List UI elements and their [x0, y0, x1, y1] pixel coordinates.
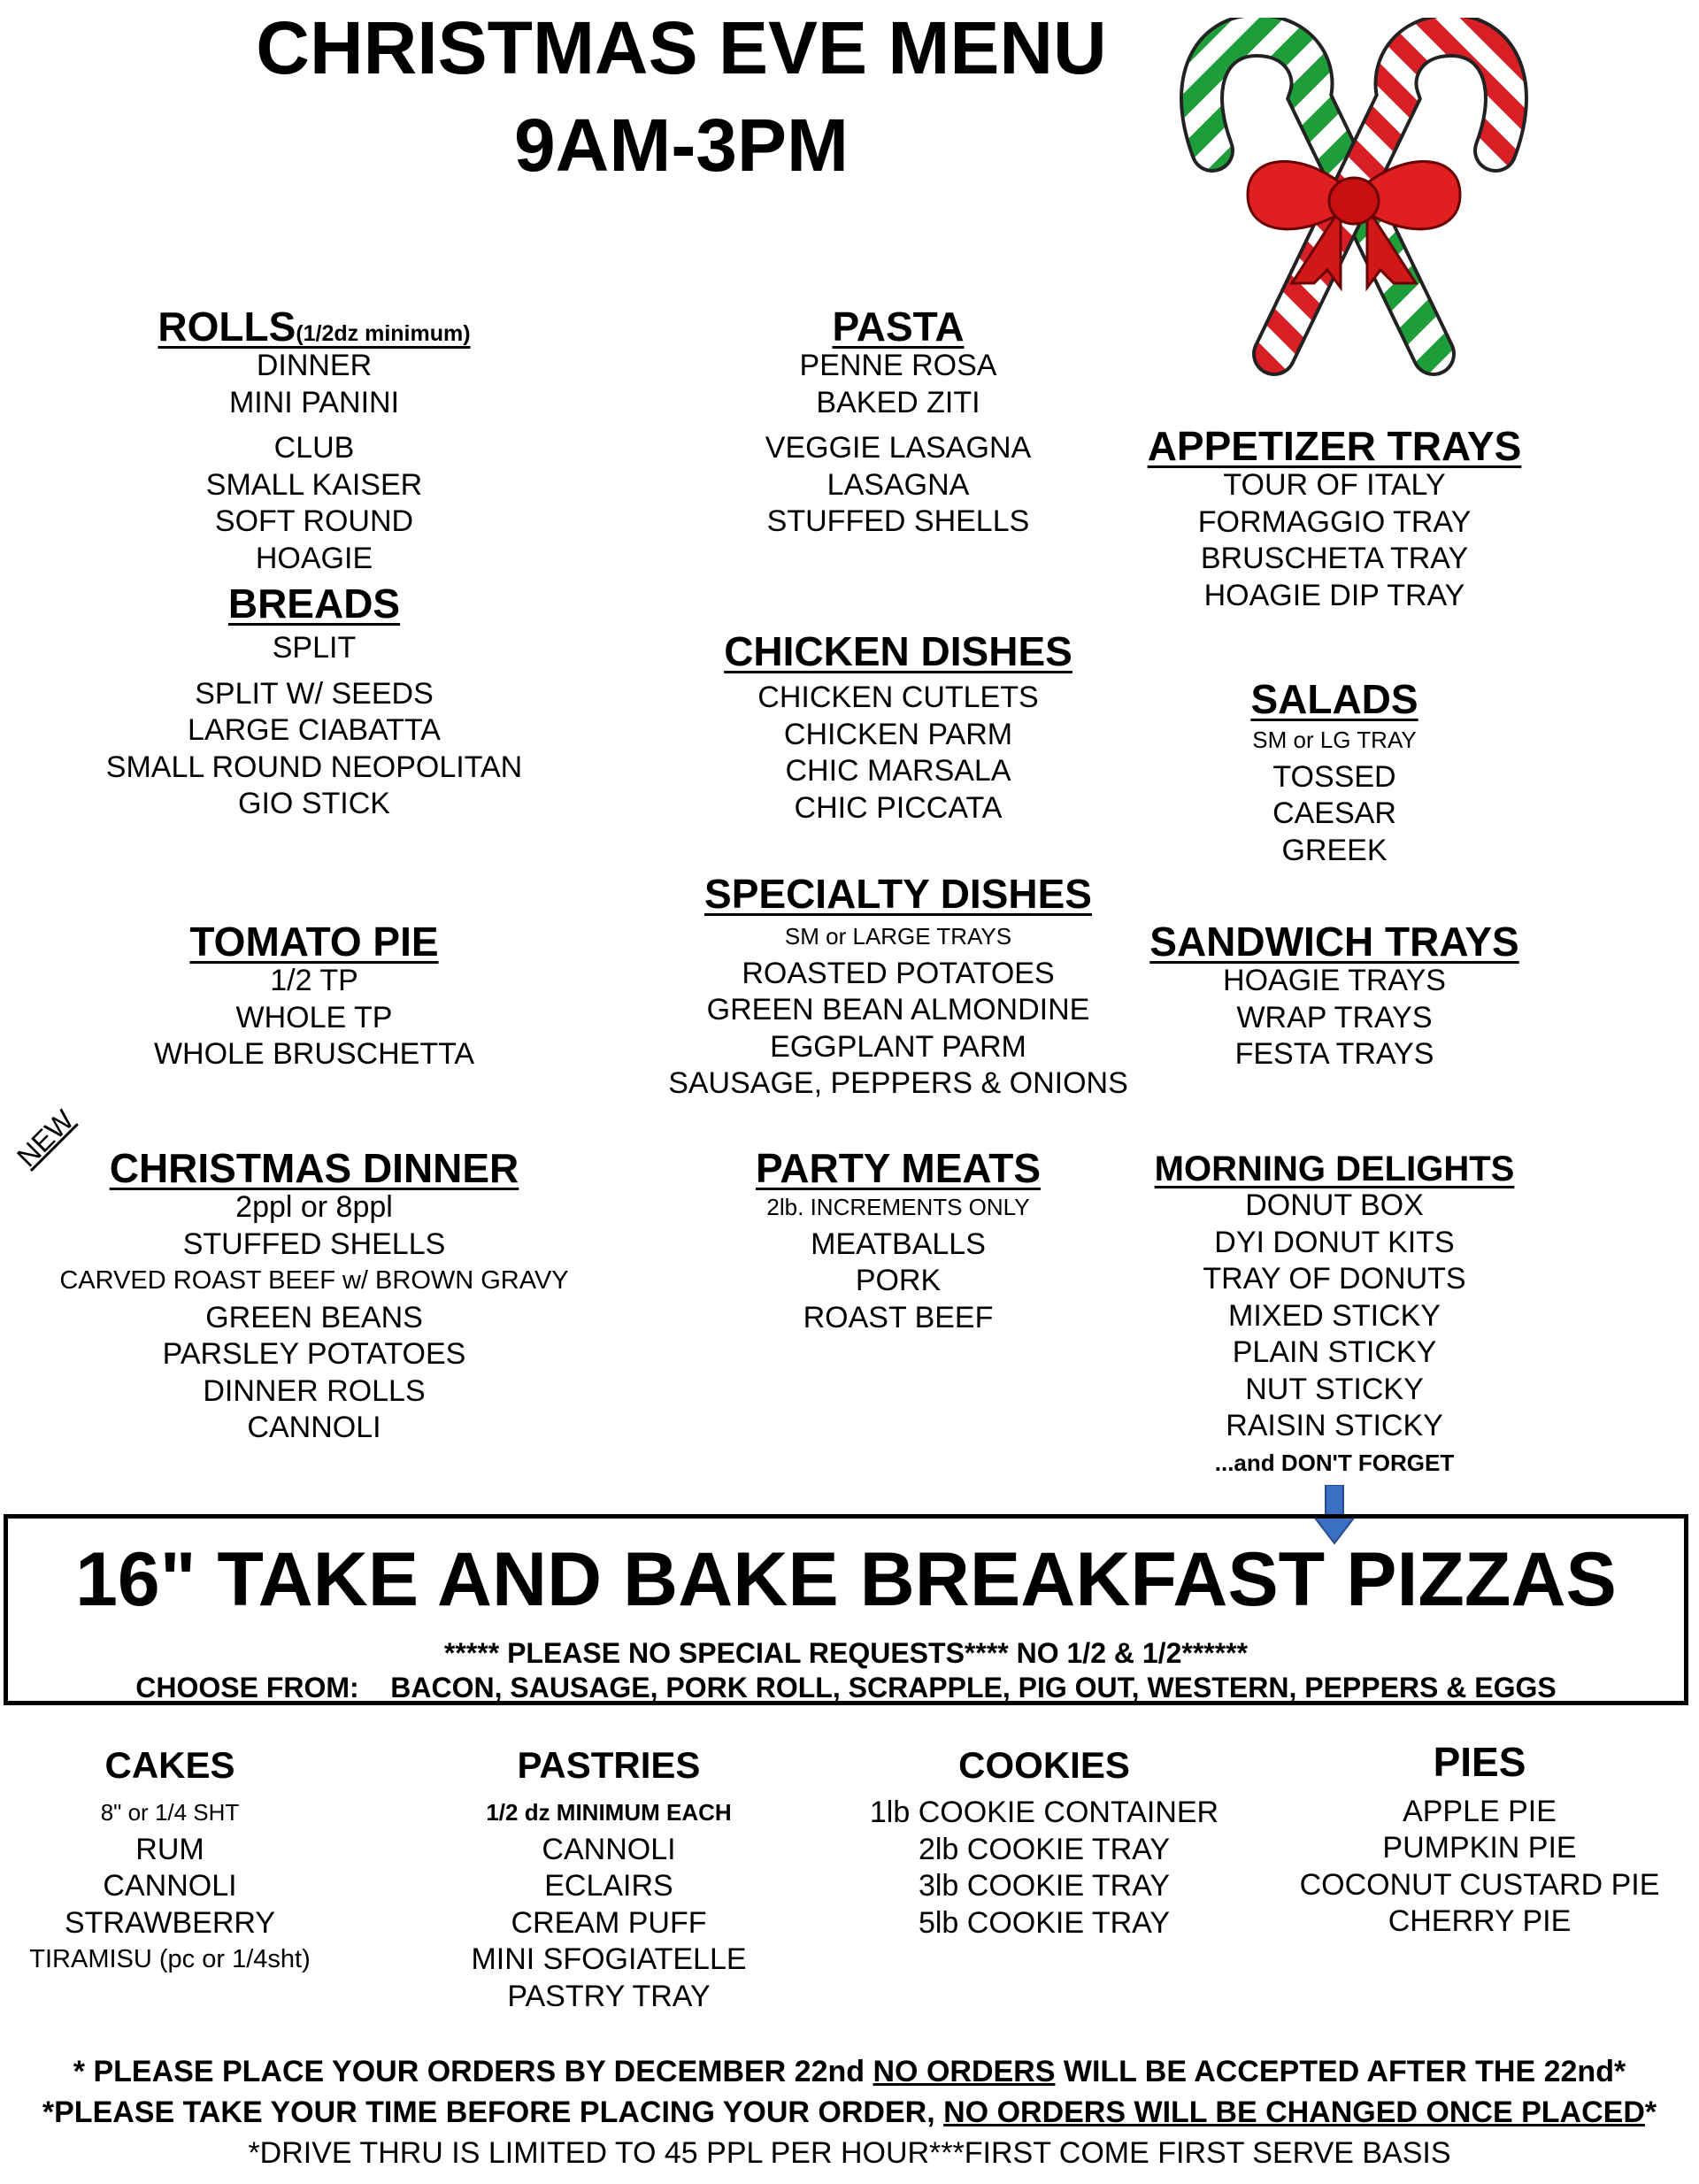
new-tag: NEW: [11, 1104, 81, 1173]
specialty-dishes-section: [668, 873, 1128, 1103]
list-item: DINNER: [256, 349, 373, 383]
footer-drive-thru: *DRIVE THRU IS LIMITED TO 45 PPL PER HOUR***FIRST COME FIRST SERVE BASIS: [248, 2136, 1451, 2170]
list-item: DONUT BOX: [1245, 1188, 1424, 1222]
list-item: 1lb COOKIE CONTAINER: [869, 1796, 1219, 1830]
list-item: WHOLE TP: [235, 1000, 393, 1034]
list-item: GIO STICK: [238, 787, 390, 821]
list-item: SOFT ROUND: [214, 504, 414, 539]
list-item: CHERRY PIE: [1388, 1904, 1572, 1939]
salads-heading: SALADS: [1250, 676, 1418, 722]
list-item: BRUSCHETA TRAY: [1200, 542, 1469, 576]
list-item: ROASTED POTATOES: [742, 956, 1055, 990]
list-item: STUFFED SHELLS: [182, 1227, 446, 1261]
list-item: COCONUT CUSTARD PIE: [1299, 1867, 1660, 1902]
list-item: GREEN BEANS: [205, 1300, 423, 1334]
list-item: APPLE PIE: [1403, 1794, 1557, 1828]
menu-title: CHRISTMAS EVE MENU: [256, 6, 1107, 89]
list-item: LARGE CIABATTA: [188, 713, 441, 748]
party-meats-heading: PARTY MEATS: [755, 1145, 1042, 1191]
list-item: ROAST BEEF: [803, 1300, 994, 1334]
list-item: TOSSED: [1272, 759, 1396, 794]
menu-hours: 9AM-3PM: [513, 104, 850, 187]
pizza-requests-note: ***** PLEASE NO SPECIAL REQUESTS**** NO 1/2 & 1/2******: [443, 1637, 1249, 1669]
list-item: DYI DONUT KITS: [1214, 1225, 1455, 1259]
list-item: SAUSAGE, PEPPERS & ONIONS: [668, 1066, 1128, 1101]
party-meats-note: 2lb. INCREMENTS ONLY: [766, 1194, 1030, 1221]
breakfast-pizza-box: [4, 1514, 1688, 1705]
list-item: FORMAGGIO TRAY: [1197, 504, 1472, 539]
list-item: 2lb COOKIE TRAY: [918, 1832, 1171, 1866]
list-item: CANNOLI: [247, 1411, 381, 1445]
list-item: WHOLE BRUSCHETTA: [153, 1037, 475, 1072]
list-item: TOUR OF ITALY: [1223, 468, 1446, 503]
list-item: SMALL ROUND NEOPOLITAN: [105, 750, 523, 784]
footer-text: WILL BE ACCEPTED AFTER THE 22nd*: [1055, 2055, 1626, 2088]
morning-delights-section: [1155, 1150, 1515, 1481]
list-item: HOAGIE: [255, 541, 373, 575]
list-item: PENNE ROSA: [799, 349, 997, 383]
list-item: CHIC MARSALA: [785, 754, 1011, 788]
salads-section: [1250, 678, 1418, 869]
list-item: CAESAR: [1272, 796, 1396, 831]
list-item: BAKED ZITI: [816, 385, 980, 419]
rolls-heading-note: (1/2dz minimum): [296, 321, 471, 346]
pizza-choose-label: CHOOSE FROM:: [135, 1672, 359, 1703]
list-item: 3lb COOKIE TRAY: [918, 1869, 1171, 1903]
list-item: CARVED ROAST BEEF w/ BROWN GRAVY: [59, 1266, 569, 1296]
dont-forget-note: ...and DON'T FORGET: [1214, 1449, 1455, 1476]
list-item: TIRAMISU (pc or 1/4sht): [29, 1945, 311, 1974]
tomato-pie-heading: TOMATO PIE: [189, 919, 439, 965]
list-item: STRAWBERRY: [64, 1905, 276, 1940]
list-item: SPLIT W/ SEEDS: [195, 676, 434, 711]
footer-no-changes: [0, 2096, 1699, 2130]
list-item: CREAM PUFF: [511, 1905, 707, 1940]
list-item: PASTRY TRAY: [507, 1979, 711, 2013]
list-item: 2ppl or 8ppl: [235, 1190, 393, 1225]
tomato-pie-section: [154, 920, 474, 1073]
pies-section: [1300, 1740, 1660, 1941]
list-item: SPLIT: [272, 631, 357, 665]
list-item: PUMPKIN PIE: [1382, 1831, 1577, 1865]
list-item: CLUB: [273, 431, 355, 465]
list-item: PORK: [855, 1264, 942, 1298]
list-item: 1/2 TP: [270, 964, 358, 998]
chicken-dishes-section: [724, 630, 1072, 827]
list-item: LASAGNA: [826, 467, 970, 502]
list-item: 5lb COOKIE TRAY: [918, 1905, 1171, 1940]
pastries-note: 1/2 dz MINIMUM EACH: [486, 1799, 732, 1826]
specialty-dishes-heading: SPECIALTY DISHES: [704, 871, 1092, 917]
pizza-choices-line: [8, 1672, 1684, 1704]
list-item: RAISIN STICKY: [1226, 1409, 1443, 1442]
footer-text: *: [1644, 2096, 1657, 2129]
appetizer-trays-heading: APPETIZER TRAYS: [1147, 423, 1522, 469]
list-item: TRAY OF DONUTS: [1203, 1262, 1466, 1296]
party-meats-section: [756, 1147, 1041, 1336]
list-item: VEGGIE LASAGNA: [765, 431, 1032, 465]
list-item: FESTA TRAYS: [1234, 1037, 1434, 1072]
pasta-section: [765, 305, 1031, 541]
cakes-note: 8" or 1/4 SHT: [100, 1799, 240, 1826]
cookies-section: [870, 1745, 1219, 1942]
list-item: DINNER ROLLS: [203, 1373, 426, 1408]
pasta-heading: PASTA: [832, 304, 965, 350]
cookies-heading: COOKIES: [958, 1744, 1130, 1786]
sandwich-trays-section: [1149, 920, 1518, 1073]
specialty-dishes-note: SM or LARGE TRAYS: [784, 923, 1012, 950]
footer-text: *PLEASE TAKE YOUR TIME BEFORE PLACING YOUR ORDER,: [42, 2096, 944, 2129]
breads-section: [106, 582, 522, 823]
rolls-section: [158, 305, 470, 577]
list-item: MINI SFOGIATELLE: [471, 1942, 747, 1977]
pastries-section: [471, 1745, 746, 2015]
pizza-title: 16" TAKE AND BAKE BREAKFAST PIZZAS: [75, 1537, 1617, 1622]
rolls-heading: ROLLS: [158, 304, 296, 350]
list-item: HOAGIE TRAYS: [1223, 964, 1446, 998]
list-item: CHICKEN PARM: [783, 717, 1013, 751]
cakes-section: [29, 1745, 310, 1979]
chicken-dishes-heading: CHICKEN DISHES: [724, 628, 1072, 674]
pies-heading: PIES: [1433, 1739, 1526, 1785]
footer-emphasis: NO ORDERS WILL BE CHANGED ONCE PLACED: [943, 2096, 1645, 2129]
list-item: ECLAIRS: [544, 1869, 673, 1903]
list-item: MEATBALLS: [811, 1227, 986, 1261]
christmas-dinner-section: [59, 1147, 568, 1447]
list-item: GREEK: [1281, 833, 1388, 867]
footer-text: * PLEASE PLACE YOUR ORDERS BY DECEMBER 22nd: [73, 2055, 873, 2088]
list-item: WRAP TRAYS: [1236, 1000, 1433, 1034]
footer-emphasis: NO ORDERS: [873, 2055, 1056, 2088]
list-item: CANNOLI: [103, 1869, 237, 1903]
christmas-dinner-heading: CHRISTMAS DINNER: [109, 1145, 519, 1191]
pastries-heading: PASTRIES: [517, 1744, 701, 1786]
list-item: PARSLEY POTATOES: [162, 1337, 466, 1372]
list-item: HOAGIE DIP TRAY: [1203, 578, 1465, 612]
list-item: CHIC PICCATA: [794, 790, 1003, 825]
list-item: MIXED STICKY: [1228, 1298, 1441, 1333]
list-item: RUM: [135, 1832, 204, 1866]
cakes-heading: CAKES: [104, 1744, 235, 1786]
list-item: MINI PANINI: [228, 385, 400, 419]
morning-delights-heading: MORNING DELIGHTS: [1154, 1150, 1515, 1188]
footer-order-deadline: [0, 2055, 1699, 2089]
list-item: NUT STICKY: [1245, 1372, 1424, 1406]
breads-heading: BREADS: [227, 581, 401, 627]
salads-note: SM or LG TRAY: [1252, 727, 1417, 754]
pizza-choices: BACON, SAUSAGE, PORK ROLL, SCRAPPLE, PIG OUT, WESTERN, PEPPERS & EGGS: [390, 1672, 1557, 1703]
list-item: CANNOLI: [542, 1832, 676, 1866]
candy-canes-icon: [1159, 18, 1549, 381]
list-item: GREEN BEAN ALMONDINE: [706, 993, 1090, 1027]
list-item: SMALL KAISER: [205, 467, 423, 502]
appetizer-trays-section: [1148, 425, 1522, 614]
list-item: EGGPLANT PARM: [770, 1029, 1026, 1064]
list-item: PLAIN STICKY: [1232, 1335, 1437, 1369]
list-item: CHICKEN CUTLETS: [757, 681, 1039, 715]
list-item: STUFFED SHELLS: [766, 504, 1030, 539]
sandwich-trays-heading: SANDWICH TRAYS: [1149, 919, 1519, 965]
